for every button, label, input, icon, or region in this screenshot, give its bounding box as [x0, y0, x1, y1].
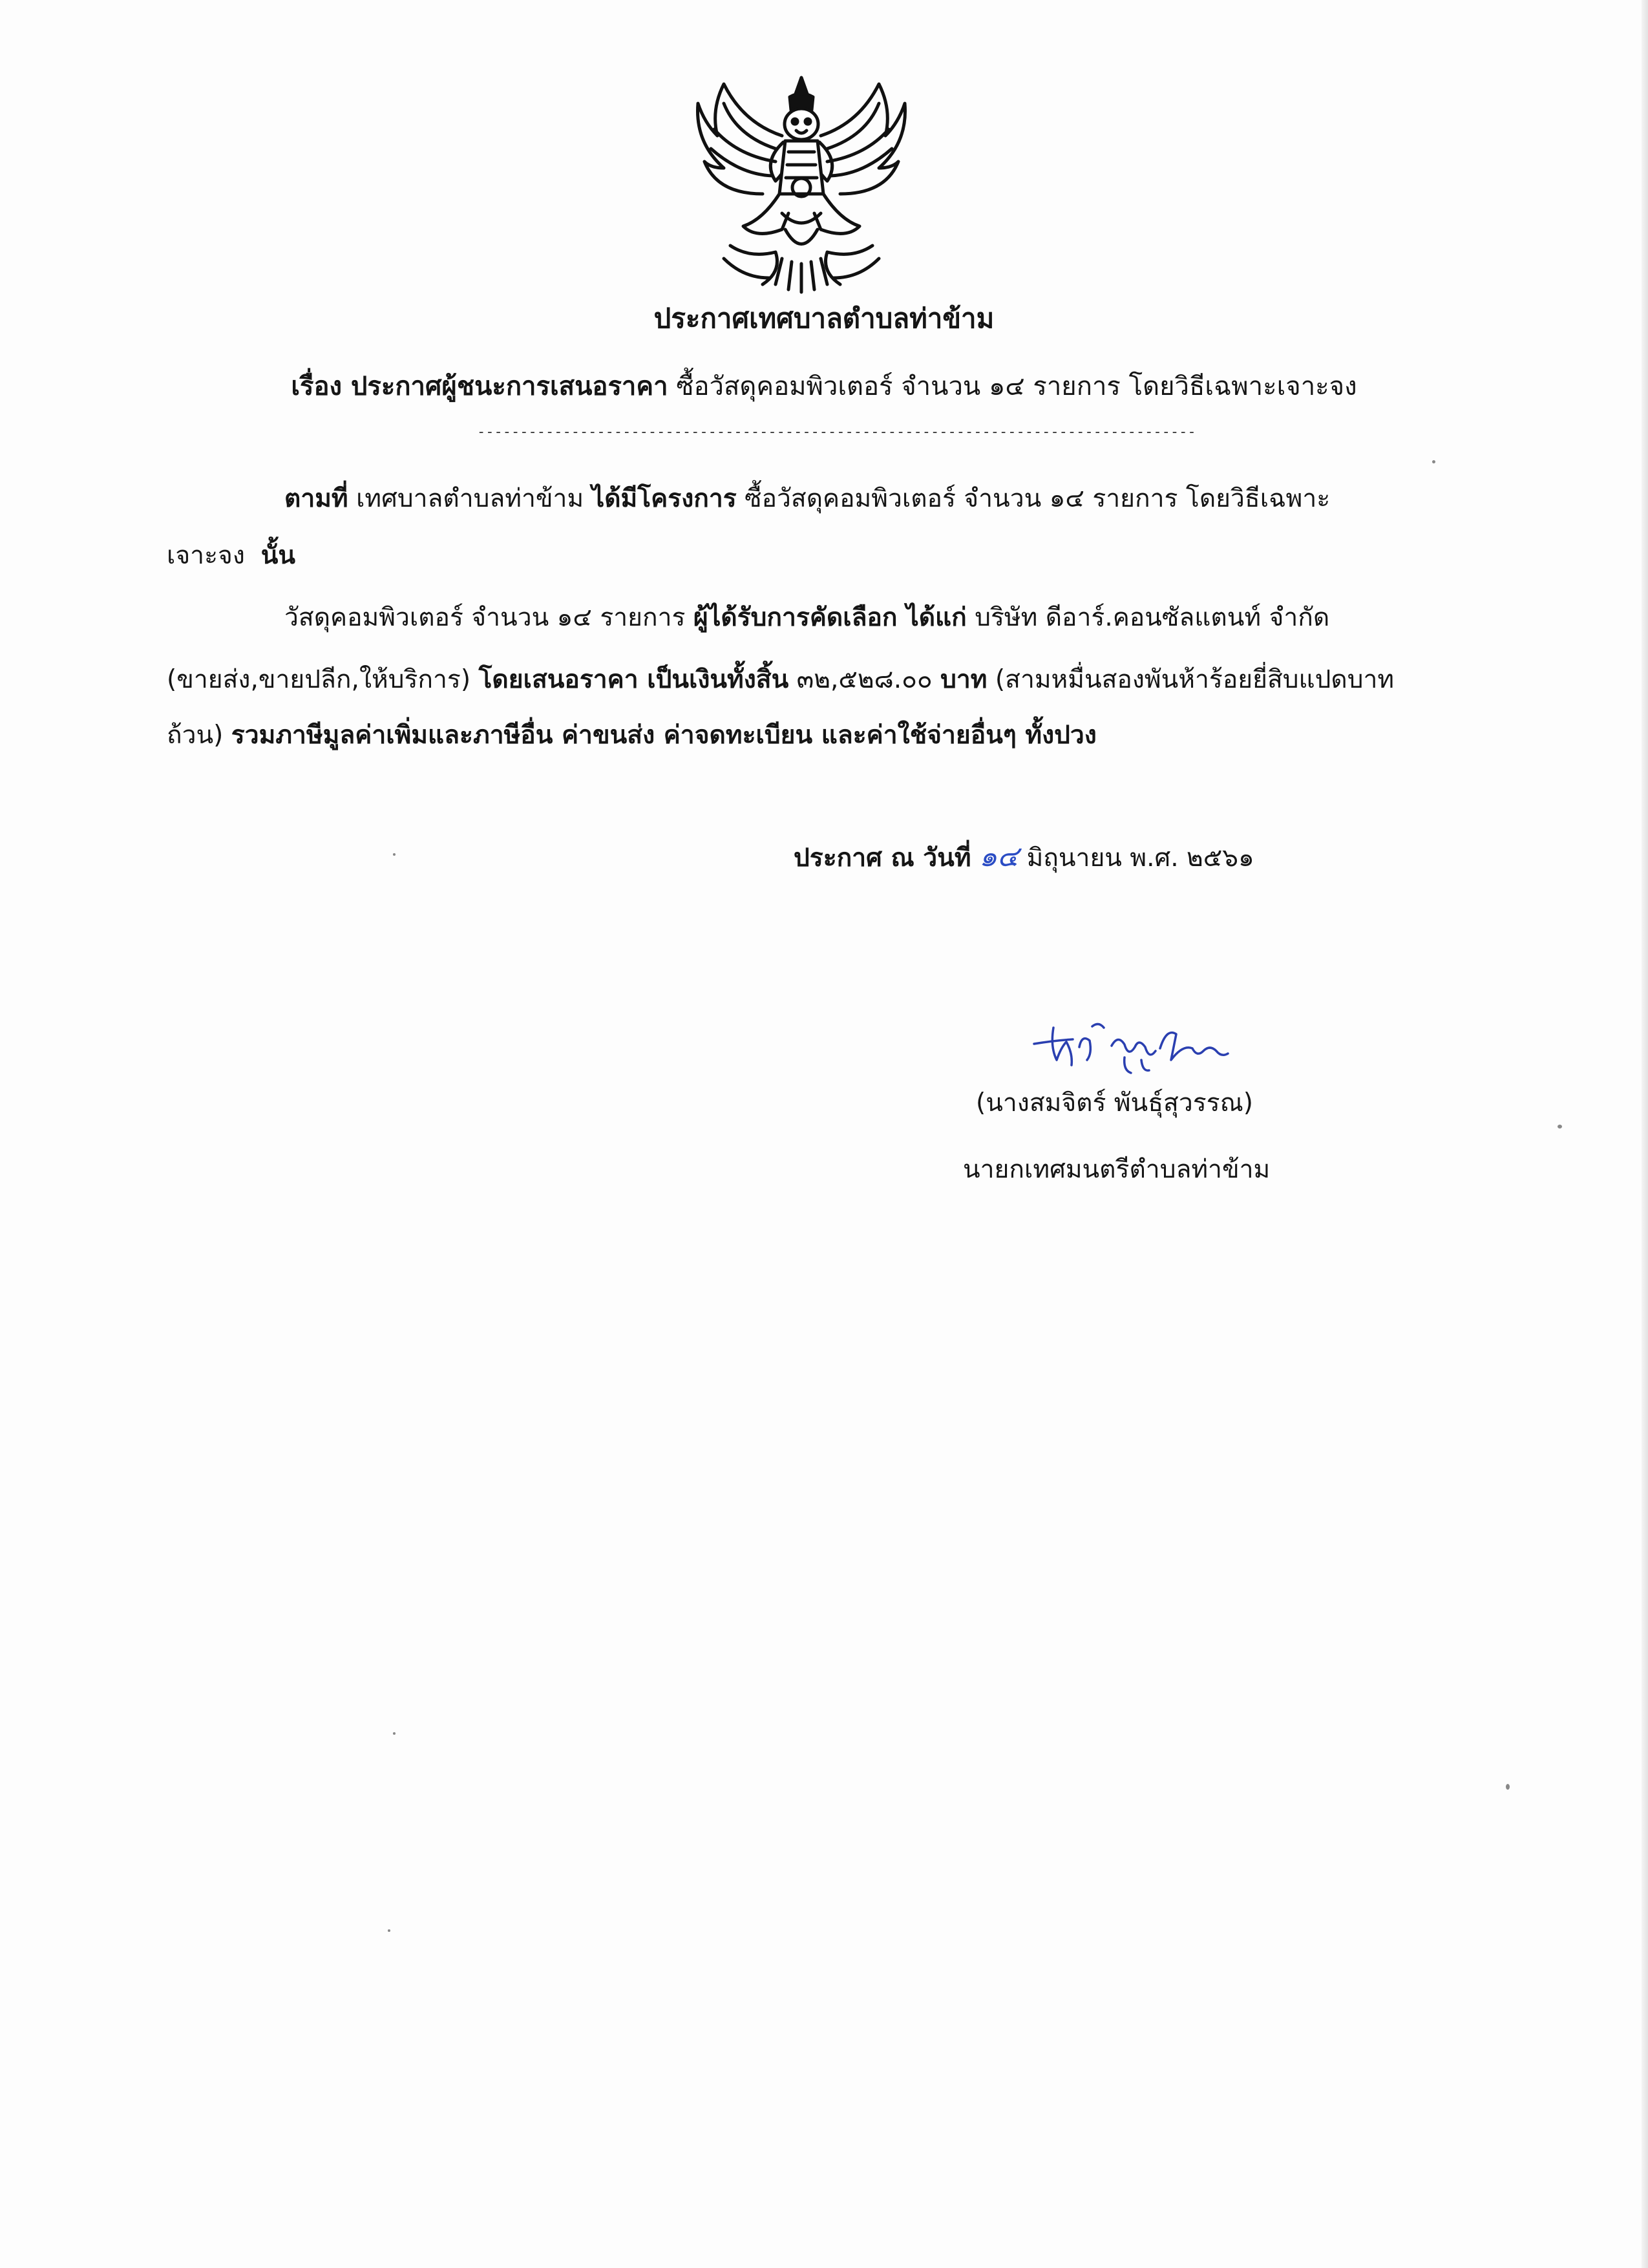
signer-name: (นางสมจิตร์ พันธุ์สุวรรณ) [976, 1088, 1254, 1118]
p2-price-label: โดยเสนอราคา เป็นเงินทั้งสิ้น [478, 665, 789, 694]
p1-method-end: เจาะจง [167, 541, 245, 570]
p1-thamthi: ตามที่ [284, 484, 348, 513]
p2-company-type: (ขายส่ง,ขายปลีก,ให้บริการ) [167, 665, 471, 694]
scan-speck [1432, 460, 1435, 463]
paragraph-1-line-1 [284, 478, 1330, 518]
announcement-title: ประกาศเทศบาลตำบลท่าข้าม [653, 302, 995, 334]
date-day-handwritten: ๑๔ [978, 840, 1019, 873]
p2-company: บริษัท ดีอาร์.คอนซัลแตนท์ จำกัด [975, 603, 1330, 632]
subject-rest: ซื้อวัสดุคอมพิวเตอร์ จำนวน ๑๔ รายการ โดยวิธีเฉพาะเจาะจง [676, 372, 1357, 401]
handwritten-signature [1028, 1008, 1241, 1079]
scan-speck [388, 1929, 390, 1932]
paragraph-2-line-1 [284, 597, 1329, 637]
scan-speck [1506, 1784, 1510, 1790]
p1-project-desc: ซื้อวัสดุคอมพิวเตอร์ จำนวน ๑๔ รายการ โดยวิธีเฉพาะ [745, 484, 1331, 513]
p2-amount: ๓๒,๕๒๘.๐๐ [796, 665, 933, 694]
p1-project-label: ได้มีโครงการ [591, 484, 737, 513]
announcement-date [794, 834, 1254, 879]
date-prefix: ประกาศ ณ วันที่ [794, 843, 971, 873]
p2-winner-label: ผู้ได้รับการคัดเลือก ได้แก่ [693, 603, 967, 632]
p2-baht: บาท [940, 665, 988, 694]
scan-speck [393, 1732, 396, 1735]
p2-item: วัสดุคอมพิวเตอร์ จำนวน ๑๔ รายการ [284, 603, 686, 632]
scan-speck [393, 853, 396, 856]
scan-speck [1558, 1125, 1562, 1129]
paragraph-2-line-3 [167, 715, 1097, 755]
paragraph-1-line-2 [167, 535, 295, 575]
p2-amount-words: (สามหมื่นสองพันห้าร้อยยี่สิบแปดบาท [995, 665, 1395, 694]
subject-prefix: เรื่อง ประกาศผู้ชนะการเสนอราคา [291, 372, 668, 401]
scan-edge [1642, 0, 1648, 2268]
title-divider: ------------------------------------------------------------------------------------ [477, 424, 1196, 440]
date-month-year: มิถุนายน พ.ศ. ๒๕๖๑ [1026, 843, 1254, 873]
p1-municipality: เทศบาลตำบลท่าข้าม [356, 484, 584, 513]
p1-nan: นั้น [260, 541, 296, 570]
paragraph-2-line-2 [167, 659, 1394, 699]
signer-position: นายกเทศมนตรีตำบลท่าข้าม [963, 1155, 1271, 1184]
p2-tax-note: รวมภาษีมูลค่าเพิ่มและภาษีอื่น ค่าขนส่ง ค่าจดทะเบียน และค่าใช้จ่ายอื่นๆ ทั้งปวง [231, 721, 1097, 750]
garuda-emblem-icon [685, 65, 918, 304]
announcement-subject [0, 371, 1648, 402]
p2-amount-words-end: ถ้วน) [167, 721, 224, 750]
